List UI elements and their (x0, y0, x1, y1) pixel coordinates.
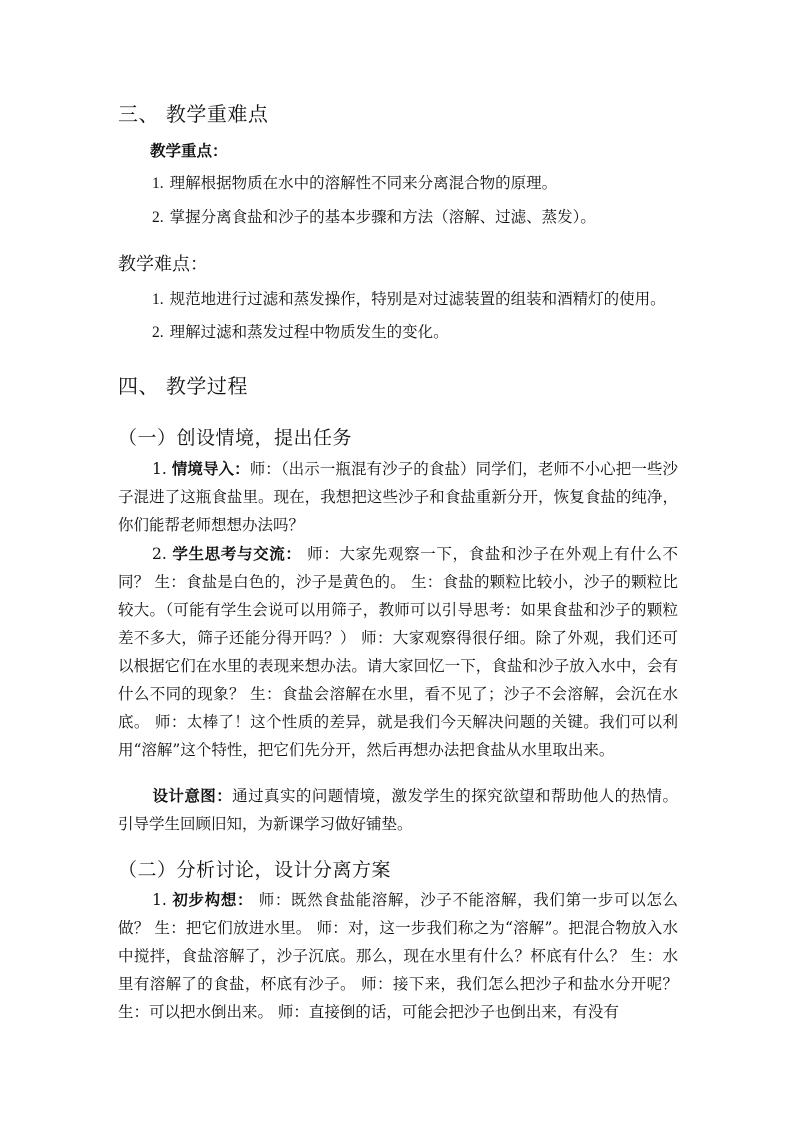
para-number: 1. (152, 460, 167, 478)
section4-title: 四、 教学过程 (118, 374, 248, 398)
list-text: 理解过滤和蒸发过程中物质发生的变化。 (169, 323, 449, 341)
para-text: 师：（出示一瓶混有沙子的食盐）同学们，老师不小心把一些沙子混进了这瓶食盐里。现在，我想把这些沙子和食盐重新分开，恢复食盐的纯净，你们能帮老师想想办法吗？ (118, 460, 678, 534)
list-text: 掌握分离食盐和沙子的基本步骤和方法（溶解、过滤、蒸发）。 (169, 208, 596, 226)
list-number: 2. (152, 324, 164, 341)
part1-paragraph-1 (118, 455, 678, 539)
para-label: 学生思考与交流： (172, 544, 302, 563)
list-text: 规范地进行过滤和蒸发操作，特别是对过滤装置的组装和酒精灯的使用。 (169, 290, 666, 308)
list-number: 1. (152, 175, 164, 192)
para-number: 2. (152, 545, 167, 563)
para-text: 师：既然食盐能溶解，沙子不能溶解，我们第一步可以怎么做？ 生：把它们放进水里。 师：对，这一步我们称之为“溶解”。把混合物放入水中搅拌，食盐溶解了，沙子沉底。那么，现在水里有什么？杯底有什么？ 生：水里有溶解了的食盐，杯底有沙子。 师：接下来，我们怎么把沙子和盐水分开呢？ 生：可以把水倒出来。 师：直接倒的话，可能会把沙子也倒出来，有没有 (118, 891, 678, 1021)
list-number: 2. (152, 209, 164, 226)
section3-title: 三、 教学重难点 (118, 102, 269, 126)
design-intent-paragraph (118, 782, 678, 838)
para-number: 1. (152, 891, 167, 909)
difficulties-label: 教学难点： (118, 254, 208, 275)
list-text: 理解根据物质在水中的溶解性不同来分离混合物的原理。 (169, 174, 558, 192)
part1-title: （一）创设情境，提出任务 (118, 427, 353, 449)
part2-paragraph-1 (118, 886, 678, 1026)
para-text: 通过真实的问题情境，激发学生的探究欲望和帮助他人的热情。引导学生回顾旧知，为新课学习做好铺垫。 (118, 787, 678, 833)
para-label: 设计意图： (152, 786, 233, 805)
key-point-item (152, 205, 596, 227)
difficulty-item (152, 287, 666, 309)
part1-paragraph-2 (118, 540, 678, 764)
list-number: 1. (152, 291, 164, 308)
para-label: 初步构想： (172, 890, 254, 909)
key-point-item (152, 171, 557, 193)
difficulty-item (152, 320, 449, 342)
para-label: 情境导入： (171, 459, 250, 478)
key-points-label: 教学重点： (150, 141, 228, 160)
part2-title: （二）分析讨论，设计分离方案 (118, 859, 392, 881)
para-text: 师：大家先观察一下，食盐和沙子在外观上有什么不同？ 生：食盐是白色的，沙子是黄色的。 生：食盐的颗粒比较小，沙子的颗粒比较大。（可能有学生会说可以用筛子，教师可以引导思考：如果食盐和沙子的颗粒差不多大，筛子还能分得开吗？） 师：大家观察得很仔细。除了外观，我们还可以根据它们在水里的表现来想办法。请大家回忆一下，食盐和沙子放入水中，会有什么不同的现象？ 生：食盐会溶解在水里，看不见了；沙子不会溶解，会沉在水底。 师：太棒了！这个性质的差异，就是我们今天解决问题的关键。我们可以利用“溶解”这个特性，把它们先分开，然后再想办法把食盐从水里取出来。 (118, 545, 678, 759)
